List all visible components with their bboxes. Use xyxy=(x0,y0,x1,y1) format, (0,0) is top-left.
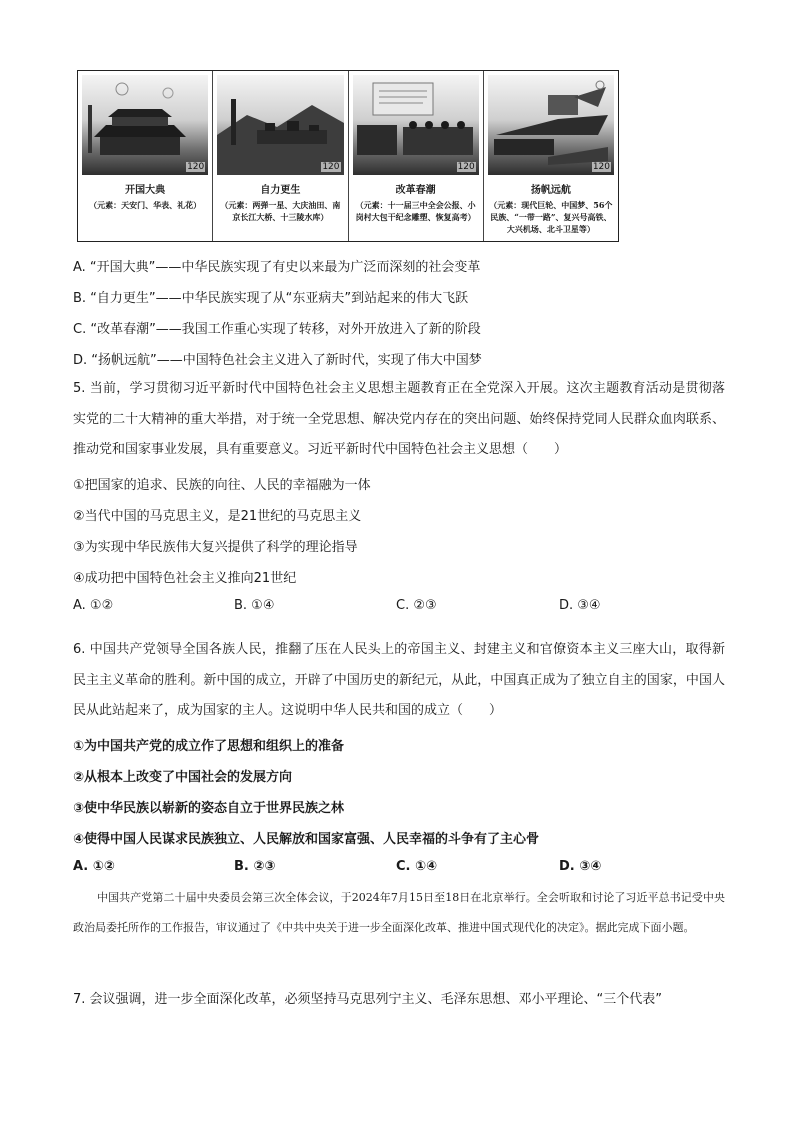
stamp-4-image xyxy=(488,75,614,175)
stamp-1 xyxy=(78,71,213,241)
q6-item-3: ③使中华民族以崭新的姿态自立于世界民族之林 xyxy=(73,801,345,816)
stamp-1-title: 开国大典 xyxy=(125,185,166,196)
stamp-3-elements: （元素：十一届三中全会公报、小岗村大包干纪念雕塑、恢复高考） xyxy=(355,200,476,222)
stamp-4-denomination: 120 xyxy=(592,162,610,172)
stamp-4-title: 扬帆远航 xyxy=(530,185,571,196)
q5-choice-b: B. ①④ xyxy=(234,598,275,613)
q5-item-3: ③为实现中华民族伟大复兴提供了科学的理论指导 xyxy=(73,540,358,555)
stamp-3-image xyxy=(353,75,479,175)
q5-item-2: ②当代中国的马克思主义，是21世纪的马克思主义 xyxy=(73,509,362,524)
q7-stem: 7. 会议强调，进一步全面深化改革，必须坚持马克思列宁主义、毛泽东思想、邓小平理论、“三个代表” xyxy=(73,992,663,1007)
q5-item-1: ①把国家的追求、民族的向往、人民的幸福融为一体 xyxy=(73,478,371,493)
q4-option-a: A. “开国大典”——中华民族实现了有史以来最为广泛而深刻的社会变革 xyxy=(73,260,481,275)
q6-choice-b: B. ②③ xyxy=(234,859,276,874)
stamp-1-denomination: 120 xyxy=(187,162,205,172)
stamp-4 xyxy=(484,71,618,241)
q6-stem: 6. 中国共产党领导全国各族人民，推翻了压在人民头上的帝国主义、封建主义和官僚资本主义三座大山，取得新民主主义革命的胜利。新中国的成立，开辟了中国历史的新纪元，从此，中国真正成为了独立自主的国家，中国人民从此站起来了，成为国家的主人。这说明中华人民共和国的成立（ ） xyxy=(73,642,725,718)
q4-option-b: B. “自力更生”——中华民族实现了从“东亚病夫”到站起来的伟大飞跃 xyxy=(73,291,469,306)
stamp-3-denomination: 120 xyxy=(457,162,475,172)
q6-choice-a: A. ①② xyxy=(73,859,115,874)
material-paragraph: 中国共产党第二十届中央委员会第三次全体会议，于2024年7月15日至18日在北京举行。全会听取和讨论了习近平总书记受中央政治局委托所作的工作报告，审议通过了《中共中央关于进一步全面深化改革、推进中国式现代化的决定》。据此完成下面小题。 xyxy=(73,891,725,934)
q5-choice-d: D. ③④ xyxy=(559,598,601,613)
q6-choice-c: C. ①④ xyxy=(396,859,438,874)
stamp-1-image xyxy=(82,75,208,175)
q6-item-4: ④使得中国人民谋求民族独立、人民解放和国家富强、人民幸福的斗争有了主心骨 xyxy=(73,832,540,847)
q5-choice-a: A. ①② xyxy=(73,598,114,613)
stamp-strip xyxy=(77,70,619,242)
q4-option-c: C. “改革春潮”——我国工作重心实现了转移，对外开放进入了新的阶段 xyxy=(73,322,481,337)
stamp-2-elements: （元素：两弹一星、大庆油田、南京长江大桥、十三陵水库） xyxy=(220,200,341,222)
stamp-2-title: 自力更生 xyxy=(260,185,301,196)
stamp-1-elements: （元素：天安门、华表、礼花） xyxy=(89,200,202,210)
q4-option-d: D. “扬帆远航”——中国特色社会主义进入了新时代，实现了伟大中国梦 xyxy=(73,353,482,368)
q5-item-4: ④成功把中国特色社会主义推向21世纪 xyxy=(73,571,297,586)
stamp-4-elements: （元素：现代巨轮、中国梦、56个民族、“一带一路”、复兴号高铁、大兴机场、北斗卫星等） xyxy=(489,200,613,234)
q6-item-1: ①为中国共产党的成立作了思想和组织上的准备 xyxy=(73,739,345,754)
stamp-2-image xyxy=(217,75,343,175)
q6-choice-d: D. ③④ xyxy=(559,859,602,874)
stamp-3 xyxy=(349,71,484,241)
q5-stem: 5. 当前，学习贯彻习近平新时代中国特色社会主义思想主题教育正在全党深入开展。这次主题教育活动是贯彻落实党的二十大精神的重大举措，对于统一全党思想、解决党内存在的突出问题、始终保持党同人民群众血肉联系、推动党和国家事业发展，具有重要意义。习近平新时代中国特色社会主义思想（ ） xyxy=(73,381,725,457)
stamp-2-denomination: 120 xyxy=(322,162,340,172)
q5-choice-c: C. ②③ xyxy=(396,598,437,613)
stamp-2 xyxy=(213,71,348,241)
stamp-3-title: 改革春潮 xyxy=(395,185,436,196)
q6-item-2: ②从根本上改变了中国社会的发展方向 xyxy=(73,770,293,785)
